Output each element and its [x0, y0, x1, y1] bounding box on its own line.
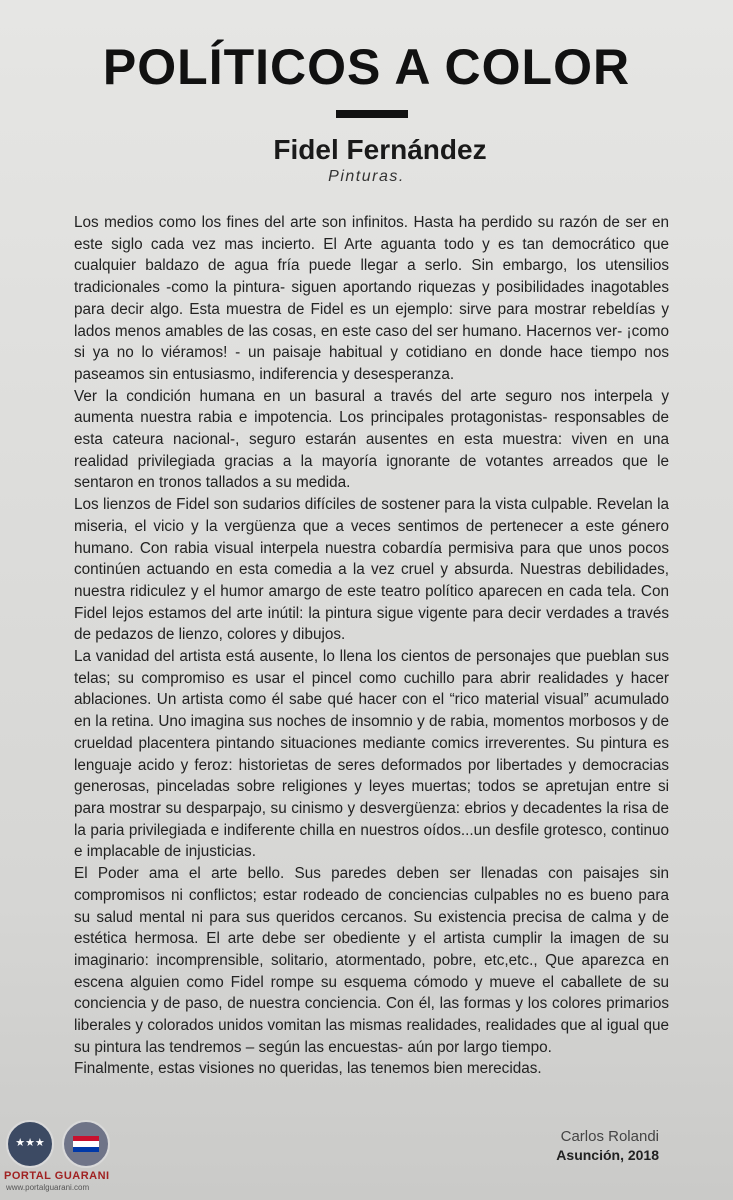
portal-guarani-watermark: [4, 1120, 120, 1196]
document-body: [74, 212, 669, 1080]
watermark-url: www.portalguarani.com: [6, 1183, 90, 1192]
flag-seal-icon: [62, 1120, 110, 1168]
artist-name: Fidel Fernández: [273, 134, 487, 165]
paragraph: Los lienzos de Fidel son sudarios difíciles de sostener para la vista culpable. Revelan la miseria, el vicio y la vergüenza que a veces sentimos de pertenecer a este género humano. Con rabia visual interpela nuestra cobardía permisiva para que unos pocos continúen actuando en esta comedia a la vez cruel y absurda. Nuestras debilidades, nuestra ridiculez y el humor amargo de este teatro político aparecen en cada tela. Con Fidel lejos estamos del arte inútil: la pintura sigue vigente para decir verdades a través de pedazos de lienzo, colores y dibujos.: [74, 496, 669, 644]
stars-icon: ★★★: [15, 1137, 45, 1149]
paragraph: El Poder ama el arte bello. Sus paredes deben ser llenadas con paisajes sin compromisos ni conflictos; estar rodeado de conciencias culpables no es bueno para su salud mental ni para sus queridos cercanos. Su existencia precisa de calma y de estética hermosa. El arte debe ser obediente y el artista cumplir la imagen de su imaginario: incomprensible, solitario, atormentado, pobre, etc,etc., Que aparezca en escena alguien como Fidel rompe su esquema cómodo y mueve el caballete de su conciencia y de paso, de nuestra conciencia. Con él, las formas y los colores primarios liberales y colorados unidos vomitan las mismas realidades, realidades que al igual que su pintura las tendremos – según las encuestas- aún por largo tiempo.: [74, 865, 669, 1056]
signature-name: Carlos Rolandi: [560, 1128, 659, 1145]
flag-stripe-blue: [73, 1147, 99, 1152]
paragraph: Finalmente, estas visiones no queridas, las tenemos bien merecidas.: [74, 1060, 542, 1078]
paragraph: La vanidad del artista está ausente, lo llena los cientos de personajes que pueblan sus telas; su compromiso es usar el pincel como cuchillo para abrir realidades y hacer ablaciones. Un artista como él sabe qué hacer con el “rico material visual” acumulado en la retina. Uno imagina sus noches de insomnio y de rabia, momentos morbosos y de crueldad placentera pintando situaciones mediante comics irreverentes. Su pintura es lenguaje acido y feroz: historietas de seres deformados por libertades y democracias generosas, pinceladas sobre religiones y leyes muertas; todos se apretujan entre si para mostrar su desparpajo, su cinismo y desvergüenza: ebrios y decadentes la risa de la paria privilegiada e indiferente chilla en nuestros oídos...un desfile grotesco, continuo e implacable de injusticias.: [74, 648, 669, 861]
title-divider: [336, 110, 408, 118]
exhibition-subtitle: Pinturas.: [328, 168, 405, 185]
paragraph: Ver la condición humana en un basural a través del arte seguro nos interpela y aumenta nuestra rabia e impotencia. Los principales protagonistas- responsables de esta cateura nacional-, seguro estarán ausentes en esta muestra: viven en una realidad privilegiada gracias a la mayoría ignorante de votantes arreados que le sentaron en tronos tallados a su medida.: [74, 387, 669, 492]
document-title: POLÍTICOS A COLOR: [102, 39, 631, 95]
signature-place-date: Asunción, 2018: [556, 1147, 659, 1163]
stars-seal-icon: [6, 1120, 54, 1168]
paragraph: Los medios como los fines del arte son infinitos. Hasta ha perdido su razón de ser en este siglo cada vez mas incierto. El Arte aguanta todo y es tan democrático que cualquier baldazo de agua fría puede llegar a serlo. Sin embargo, los utensilios tradicionales -como la pintura- siguen aportando riquezas y posibilidades inagotables para decir algo. Esta muestra de Fidel es un ejemplo: sirve para mostrar rebeldías y lados menos amables de las cosas, en este caso del ser humano. Hacernos ver- ¡como si ya no lo viéramos! - un paisaje habitual y cotidiano en donde hace tiempo nos paseamos sin entusiasmo, indiferencia y desesperanza.: [74, 214, 669, 383]
paraguay-flag-icon: [73, 1136, 99, 1152]
signature-block: [556, 1127, 659, 1164]
watermark-name: PORTAL GUARANI: [4, 1170, 110, 1182]
